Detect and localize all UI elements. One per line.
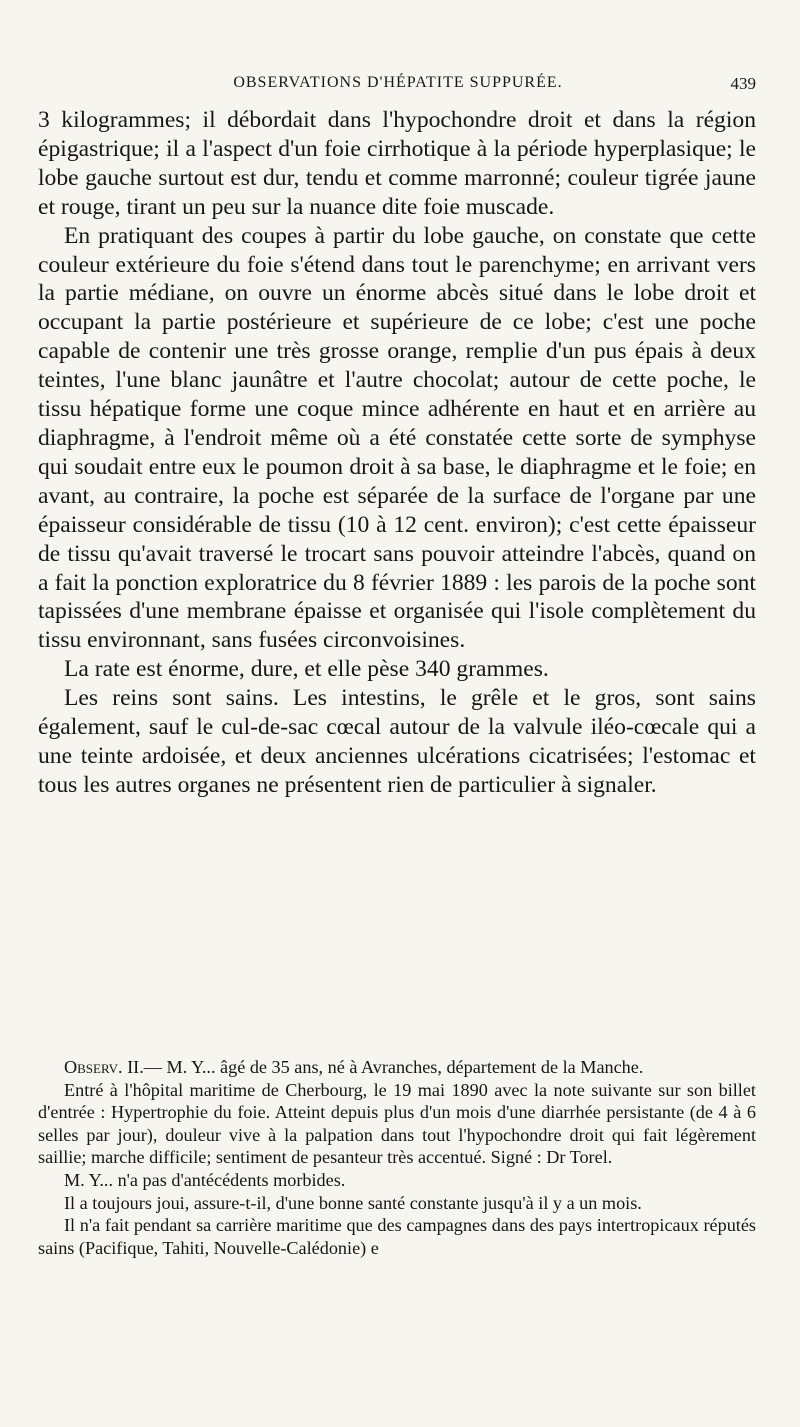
running-head: [40, 74, 756, 98]
observation-paragraph: Entré à l'hôpital maritime de Cherbourg, le 19 mai 1890 avec la note suivante sur son billet d'entrée : Hypertrophie du foie. Atteint depuis plus d'un mois d'une diarrhée persistante (de 4 à 6 selles par jour), douleur vive à la palpation dans tout l'hypochondre droit qui fait légèrement saillie; marche difficile; sentiment de pesanteur très accentué. Signé : Dr Torel.: [38, 1079, 756, 1168]
observation-block: [38, 1056, 756, 1259]
observation-paragraph: Il n'a fait pendant sa carrière maritime que des campagnes dans des pays intertropicaux réputés sains (Pacifique, Tahiti, Nouvelle-Calédonie) e: [38, 1215, 756, 1258]
observation-heading: [38, 1056, 756, 1079]
running-title: OBSERVATIONS D'HÉPATITE SUPPURÉE.: [233, 74, 563, 91]
page-number: 439: [730, 74, 756, 93]
observation-intro: — M. Y... âgé de 35 ans, né à Avranches, département de la Manche.: [143, 1057, 644, 1077]
paragraph-spleen: La rate est énorme, dure, et elle pèse 340 grammes.: [64, 656, 549, 683]
observation-label: Observ. II.: [64, 1057, 144, 1077]
paragraph-organs: Les reins sont sains. Les intestins, le grêle et le gros, sont sains également, sauf le cul-de-sac cœcal autour de la valvule iléo-cœcale qui a une teinte ardoisée, et deux anciennes ulcérations cicatrisées; l'estomac et tous les autres organes ne présentent rien de particulier à signaler.: [38, 685, 756, 798]
paragraph-continued: 3 kilogrammes; il débordait dans l'hypochondre droit et dans la région épigastrique; il a l'aspect d'un foie cirrhotique à la période hyperplasique; le lobe gauche surtout est dur, tendu et comme marronné; couleur tigrée jaune et rouge, tirant un peu sur la nuance dite foie muscade.: [38, 107, 756, 220]
observation-paragraph: M. Y... n'a pas d'antécédents morbides.: [64, 1169, 346, 1190]
observation-paragraph: Il a toujours joui, assure-t-il, d'une bonne santé constante jusqu'à il y a un mois.: [64, 1192, 642, 1213]
paragraph-abscess: En pratiquant des coupes à partir du lobe gauche, on constate que cette couleur extérieure du foie s'étend dans tout le parenchyme; en arrivant vers la partie médiane, on ouvre un énorme abcès situé dans le lobe droit et occupant la partie postérieure et supérieure de ce lobe; c'est une poche capable de contenir une très grosse orange, remplie d'un pus épais à deux teintes, l'une blanc jaunâtre et l'autre chocolat; autour de cette poche, le tissu hépatique forme une coque mince adhérente en haut et en arrière au diaphragme, à l'endroit même où a été constatée cette sorte de symphyse qui soudait entre eux le poumon droit à sa base, le diaphragme et le foie; en avant, au contraire, la poche est séparée de la surface de l'organe par une épaisseur considérable de tissu (10 à 12 cent. environ); c'est cette épaisseur de tissu qu'avait traversé le trocart sans pouvoir atteindre l'abcès, quand on a fait la ponction exploratrice du 8 février 1889 : les parois de la poche sont tapissées d'une membrane épaisse et organisée qui l'isole complètement du tissu environnant, sans fusées circonvoisines.: [38, 222, 756, 654]
main-text: [38, 106, 756, 800]
